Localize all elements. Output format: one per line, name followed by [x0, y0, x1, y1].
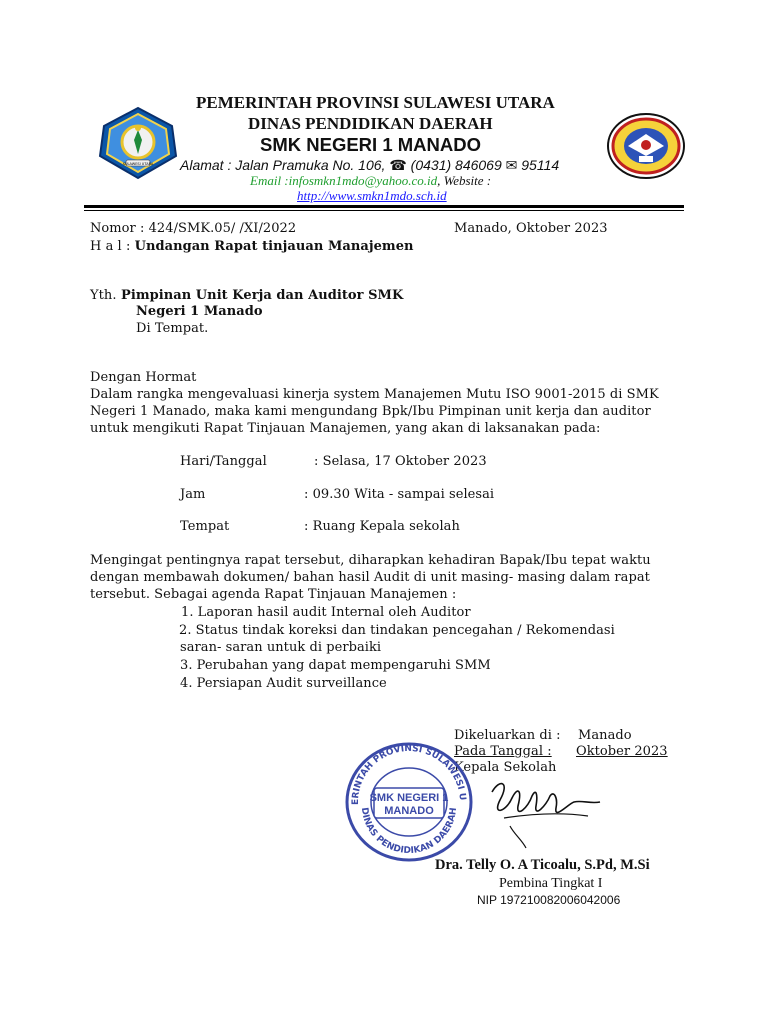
detail-value-place: : Ruang Kepala sekolah — [304, 519, 460, 534]
email-label: Email : — [250, 173, 289, 188]
subject-value: Undangan Rapat tinjauan Manajemen — [134, 239, 414, 254]
paragraph2-line3: tersebut. Sebagai agenda Rapat Tinjauan Manajemen : — [90, 587, 457, 602]
recipient-line2: Negeri 1 Manado — [136, 304, 263, 319]
paragraph1-line2: Negeri 1 Manado, maka kami mengundang Bpk/Ibu Pimpinan unit kerja dan auditor — [90, 404, 651, 419]
svg-text:SMK NEGERI 1: SMK NEGERI 1 — [369, 792, 449, 804]
website-label: , Website : — [437, 173, 492, 188]
signatory-rank: Pembina Tingkat I — [499, 876, 603, 891]
issued-at-label: Dikeluarkan di : — [454, 728, 561, 743]
subject-label: H a l : — [90, 239, 131, 254]
agenda-item-2-cont: saran- saran untuk di perbaiki — [180, 640, 382, 655]
school-emblem-icon — [606, 112, 686, 180]
letterhead-line2: DINAS PENDIDIKAN DAERAH — [248, 114, 493, 133]
recipient-line3: Di Tempat. — [136, 321, 209, 336]
issued-date-label: Pada Tanggal : — [454, 744, 552, 759]
subject-line — [90, 239, 414, 254]
signatory-nip: NIP 197210082006042006 — [477, 893, 621, 907]
phone-number: (0431) 846069 — [410, 157, 502, 173]
email-address[interactable]: infosmkn1mdo@yahoo.co.id — [288, 173, 438, 188]
school-name: SMK NEGERI 1 MANADO — [260, 134, 481, 155]
letter-number: Nomor : 424/SMK.05/ /XI/2022 — [90, 221, 297, 236]
mail-icon: ✉ — [505, 157, 518, 173]
greeting: Dengan Hormat — [90, 370, 197, 385]
letterhead-line1: PEMERINTAH PROVINSI SULAWESI UTARA — [196, 93, 555, 112]
postal-code: 95114 — [521, 157, 560, 173]
detail-label-date: Hari/Tanggal — [180, 454, 267, 469]
agenda-item-2: 2. Status tindak koreksi dan tindakan pencegahan / Rekomendasi — [179, 623, 615, 638]
handwritten-signature — [470, 768, 610, 854]
email-line — [250, 173, 491, 189]
agenda-item-1: 1. Laporan hasil audit Internal oleh Auditor — [181, 605, 471, 620]
header-divider-thick — [84, 205, 684, 208]
paragraph1-line3: untuk mengikuti Rapat Tinjauan Manajemen, yang akan di laksanakan pada: — [90, 421, 601, 436]
letter-date: Manado, Oktober 2023 — [454, 221, 608, 236]
svg-text:DINAS PENDIDIKAN DAERAH: DINAS PENDIDIKAN DAERAH — [358, 806, 460, 857]
svg-text:MANADO: MANADO — [384, 805, 434, 817]
issued-date-value: Oktober 2023 — [576, 744, 668, 759]
official-stamp — [344, 740, 474, 864]
detail-value-time: : 09.30 Wita - sampai selesai — [304, 487, 495, 502]
province-emblem-icon — [96, 104, 180, 182]
detail-label-place: Tempat — [180, 519, 230, 534]
website-line — [297, 188, 447, 204]
header-divider-thin — [84, 210, 684, 211]
paragraph1-line1: Dalam rangka mengevaluasi kinerja system Manajemen Mutu ISO 9001-2015 di SMK — [90, 387, 659, 402]
signatory-name: Dra. Telly O. A Ticoalu, S.Pd, M.Si — [435, 857, 650, 873]
address-text: Alamat : Jalan Pramuka No. 106, — [180, 157, 386, 173]
svg-text:SULAWESI UTARA: SULAWESI UTARA — [122, 162, 154, 166]
detail-value-date: : Selasa, 17 Oktober 2023 — [314, 454, 487, 469]
signatory-title: Kepala Sekolah — [454, 760, 557, 775]
agenda-item-4: 4. Persiapan Audit surveillance — [180, 676, 387, 691]
address-line — [180, 157, 559, 174]
website-link[interactable]: http://www.smkn1mdo.sch.id — [297, 188, 447, 203]
svg-text:PEMERINTAH PROVINSI SULAWESI U: ERINTAH PROVINSI SULAWESI U — [350, 743, 468, 806]
recipient-salutation: Yth. — [90, 288, 117, 303]
paragraph2-line2: dengan membawah dokumen/ bahan hasil Audit di unit masing- masing dalam rapat — [90, 570, 650, 585]
recipient-line1: Pimpinan Unit Kerja dan Auditor SMK — [121, 288, 404, 303]
paragraph2-line1: Mengingat pentingnya rapat tersebut, diharapkan kehadiran Bapak/Ibu tepat waktu — [90, 553, 651, 568]
phone-icon: ☎ — [389, 157, 407, 173]
detail-label-time: Jam — [180, 487, 206, 502]
agenda-item-3: 3. Perubahan yang dapat mempengaruhi SMM — [180, 658, 491, 673]
issued-at-value: Manado — [578, 728, 632, 743]
